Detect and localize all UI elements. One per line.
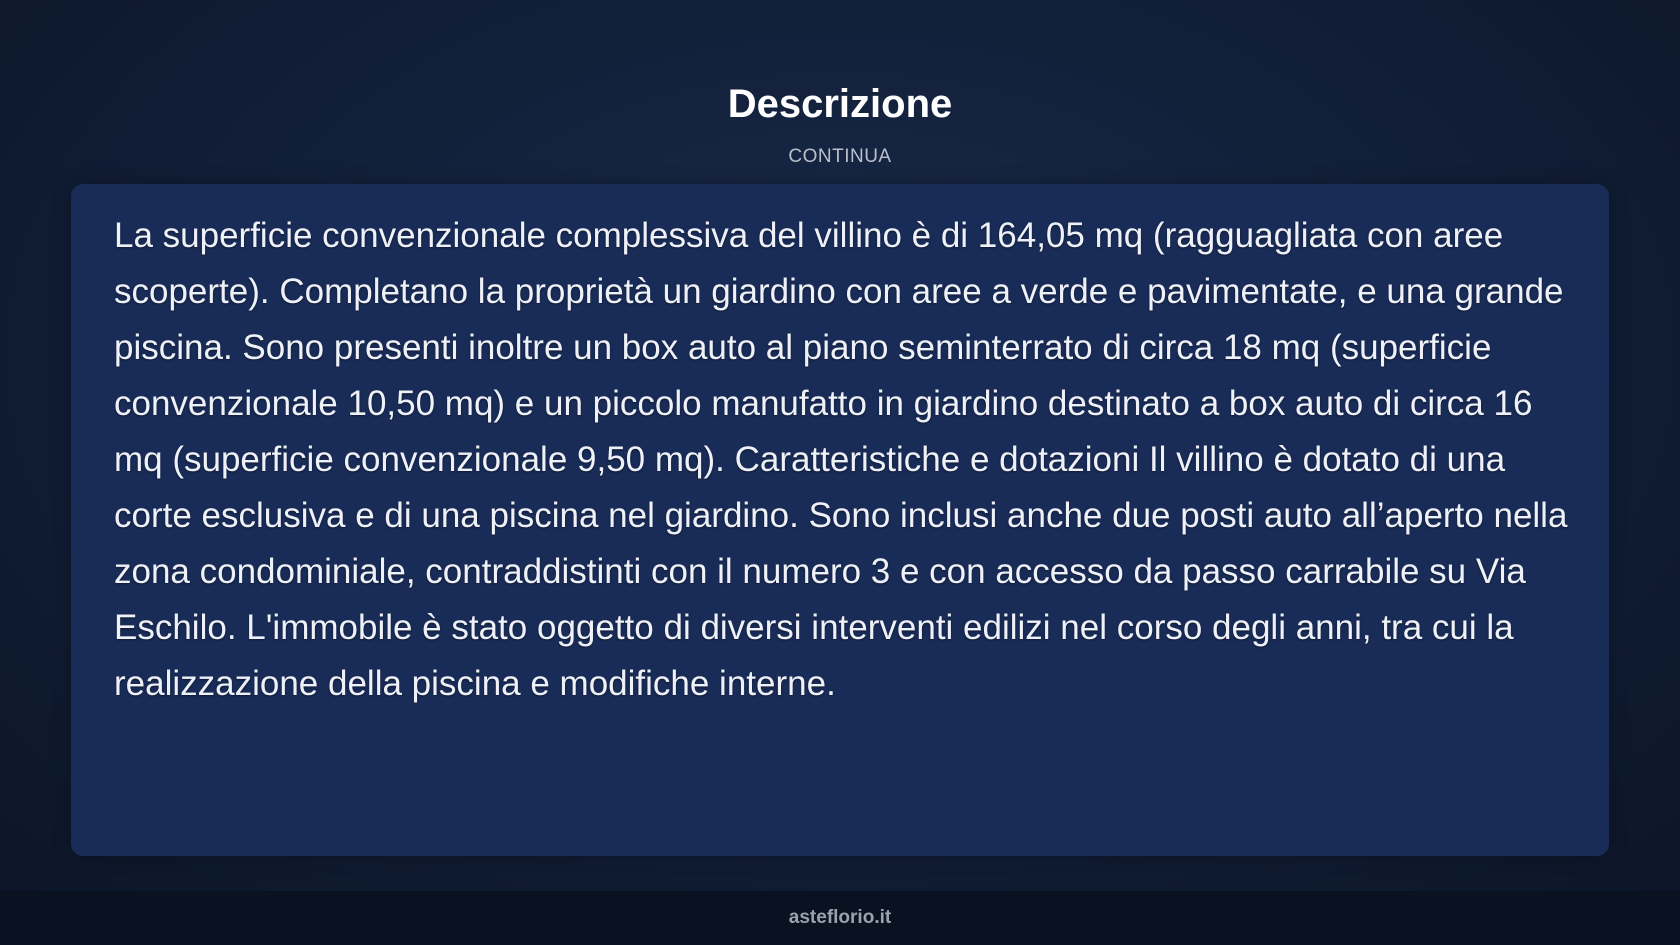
description-card <box>71 184 1609 856</box>
description-text: La superficie convenzionale complessiva del villino è di 164,05 mq (ragguagliata con aree scoperte). Completano la proprietà un giardino con aree a verde e pavimentate, e una grande piscina. Sono presenti inoltre un box auto al piano seminterrato di circa 18 mq (superficie convenzionale 10,50 mq) e un piccolo manufatto in giardino destinato a box auto di circa 16 mq (superficie convenzionale 9,50 mq). Caratteristiche e dotazioni Il villino è dotato di una corte esclusiva e di una piscina nel giardino. Sono inclusi anche due posti auto all’aperto nella zona condominiale, contraddistinti con il numero 3 e con accesso da passo carrabile su Via Eschilo. L'immobile è stato oggetto di diversi interventi edilizi nel corso degli anni, tra cui la realizzazione della piscina e modifiche interne. <box>114 216 1568 703</box>
footer <box>0 891 1680 945</box>
footer-site-name: asteflorio.it <box>788 907 892 928</box>
page-subtitle: CONTINUA <box>788 146 892 167</box>
page-title: Descrizione <box>727 82 953 126</box>
